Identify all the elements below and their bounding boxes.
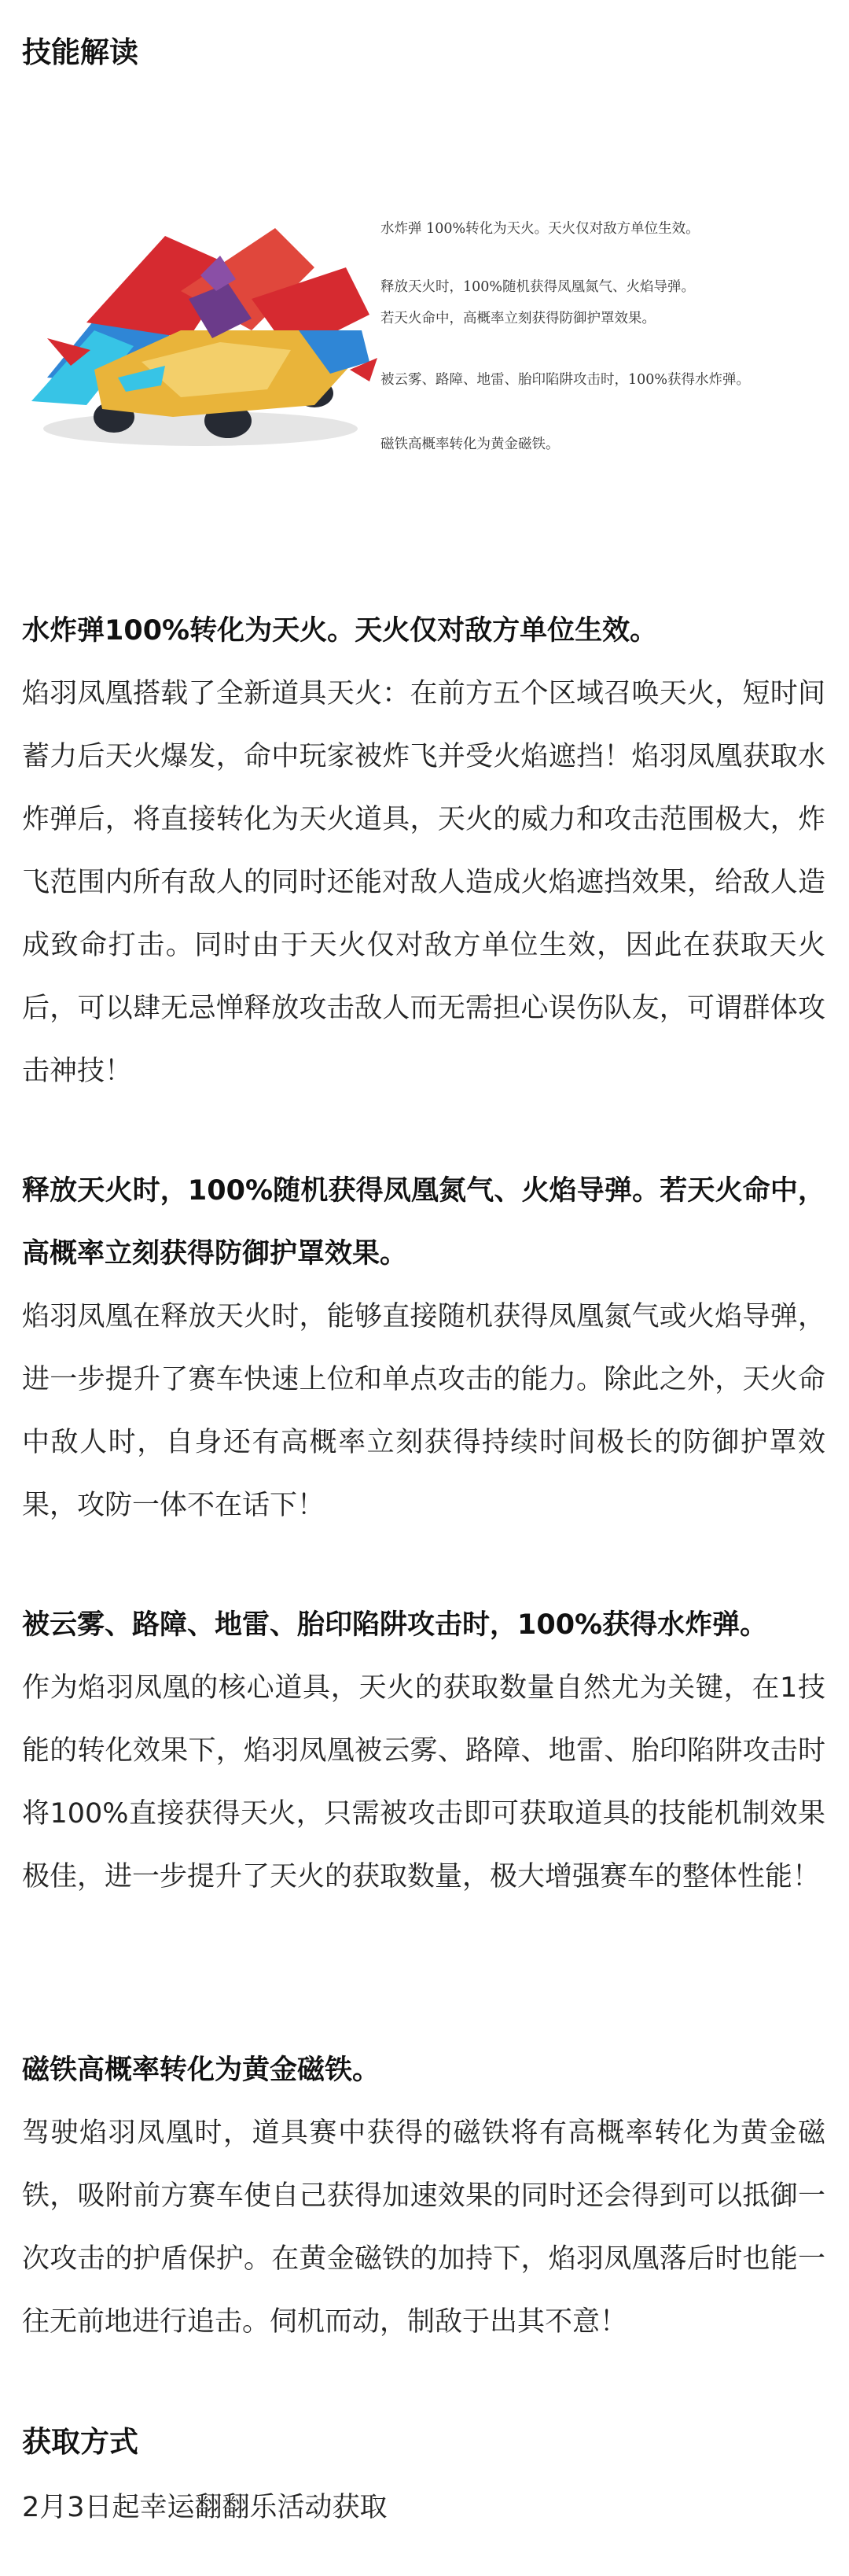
banner-line: 若天火命中，高概率立刻获得防御护罩效果。	[380, 311, 656, 326]
banner-line: 水炸弹 100%转化为天火。天火仅对敌方单位生效。	[380, 221, 700, 237]
skill-description: 焰羽凤凰在释放天火时，能够直接随机获得凤凰氮气或火焰导弹，进一步提升了赛车快速上位和单点攻击的能力。除此之外，天火命中敌人时，自身还有高概率立刻获得持续时间极长的防御护罩效果，攻防一体不在话下！	[22, 1301, 825, 1521]
skill-banner-image	[0, 181, 849, 488]
skill-title: 磁铁高概率转化为黄金磁铁。	[22, 2055, 380, 2086]
section-title: 技能解读	[22, 35, 138, 69]
acquire-title: 获取方式	[22, 2425, 138, 2459]
phoenix-kart-illustration	[0, 181, 393, 488]
skill-description: 作为焰羽凤凰的核心道具，天火的获取数量自然尤为关键，在1技能的转化效果下，焰羽凤凰被云雾、路障、地雷、胎印陷阱攻击时将100%直接获得天火，只需被攻击即可获取道具的技能机制效果极佳，进一步提升了天火的获取数量，极大增强赛车的整体性能！	[22, 1672, 825, 1892]
acquire-text: 2月3日起幸运翻翻乐活动获取	[22, 2492, 388, 2523]
banner-line: 被云雾、路障、地雷、胎印陷阱攻击时，100%获得水炸弹。	[380, 372, 751, 388]
banner-skill-list	[380, 181, 844, 488]
skill-title: 水炸弹100%转化为天火。天火仅对敌方单位生效。	[22, 615, 658, 647]
banner-line: 磁铁高概率转化为黄金磁铁。	[380, 437, 560, 452]
skill-title: 被云雾、路障、地雷、胎印陷阱攻击时，100%获得水炸弹。	[22, 1609, 768, 1641]
skill-description: 焰羽凤凰搭载了全新道具天火：在前方五个区域召唤天火，短时间蓄力后天火爆发，命中玩家被炸飞并受火焰遮挡！焰羽凤凰获取水炸弹后，将直接转化为天火道具，天火的威力和攻击范围极大，炸飞范围内所有敌人的同时还能对敌人造成火焰遮挡效果，给敌人造成致命打击。同时由于天火仅对敌方单位生效，因此在获取天火后，可以肆无忌惮释放攻击敌人而无需担心误伤队友，可谓群体攻击神技！	[22, 678, 825, 1087]
banner-line: 释放天火时，100%随机获得凤凰氮气、火焰导弹。	[380, 279, 696, 295]
skill-title: 释放天火时，100%随机获得凤凰氮气、火焰导弹。若天火命中，高概率立刻获得防御护罩效果。	[22, 1175, 825, 1270]
skill-description: 驾驶焰羽凤凰时，道具赛中获得的磁铁将有高概率转化为黄金磁铁，吸附前方赛车使自己获得加速效果的同时还会得到可以抵御一次攻击的护盾保护。在黄金磁铁的加持下，焰羽凤凰落后时也能一往无前地进行追击。伺机而动，制敌于出其不意！	[22, 2117, 825, 2338]
